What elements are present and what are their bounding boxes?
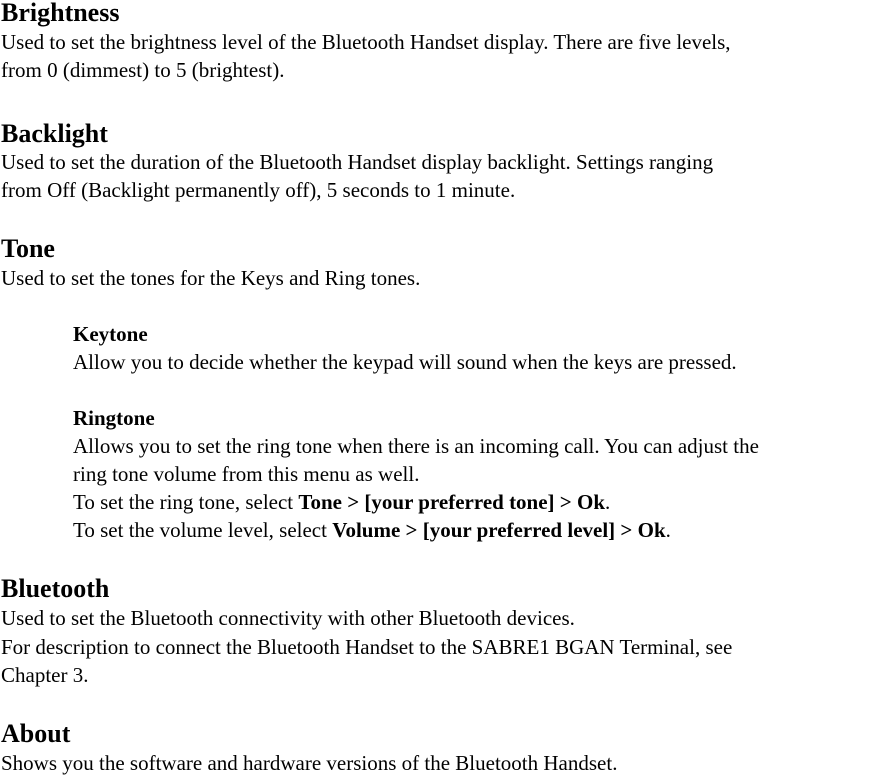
bluetooth-description-line3: Chapter 3.	[1, 663, 89, 687]
brightness-description-line2: from 0 (dimmest) to 5 (brightest).	[1, 58, 285, 82]
keytone-subheading: Keytone	[73, 322, 148, 346]
bluetooth-heading: Bluetooth	[1, 574, 110, 603]
tone-description: Used to set the tones for the Keys and Ring tones.	[1, 266, 421, 290]
ringtone-description-line1: Allows you to set the ring tone when there is an incoming call. You can adjust the	[73, 434, 759, 458]
set-tone-prefix: To set the ring tone, select	[73, 490, 299, 514]
tone-heading: Tone	[1, 234, 55, 263]
set-volume-prefix: To set the volume level, select	[73, 518, 333, 542]
ringtone-description-line2: ring tone volume from this menu as well.	[73, 462, 420, 486]
keytone-description: Allow you to decide whether the keypad will sound when the keys are pressed.	[73, 350, 737, 374]
set-volume-suffix: .	[665, 518, 671, 542]
set-tone-menu-path: Tone > [your preferred tone] > Ok	[298, 490, 606, 514]
brightness-description-line1: Used to set the brightness level of the Bluetooth Handset display. There are five levels,	[1, 30, 731, 54]
ringtone-set-tone-instruction	[73, 490, 610, 514]
backlight-description-line1: Used to set the duration of the Bluetooth Handset display backlight. Settings ranging	[1, 150, 714, 174]
about-heading: About	[1, 719, 71, 748]
brightness-heading: Brightness	[1, 0, 120, 27]
ringtone-subheading: Ringtone	[73, 406, 155, 430]
bluetooth-description-line2: For description to connect the Bluetooth Handset to the SABRE1 BGAN Terminal, see	[1, 635, 733, 659]
about-description: Shows you the software and hardware versions of the Bluetooth Handset.	[1, 751, 618, 775]
set-tone-suffix: .	[605, 490, 611, 514]
backlight-description-line2: from Off (Backlight permanently off), 5 seconds to 1 minute.	[1, 178, 516, 202]
backlight-heading: Backlight	[1, 119, 108, 148]
bluetooth-description-line1: Used to set the Bluetooth connectivity with other Bluetooth devices.	[1, 606, 575, 630]
ringtone-set-volume-instruction	[73, 518, 671, 542]
set-volume-menu-path: Volume > [your preferred level] > Ok	[332, 518, 666, 542]
